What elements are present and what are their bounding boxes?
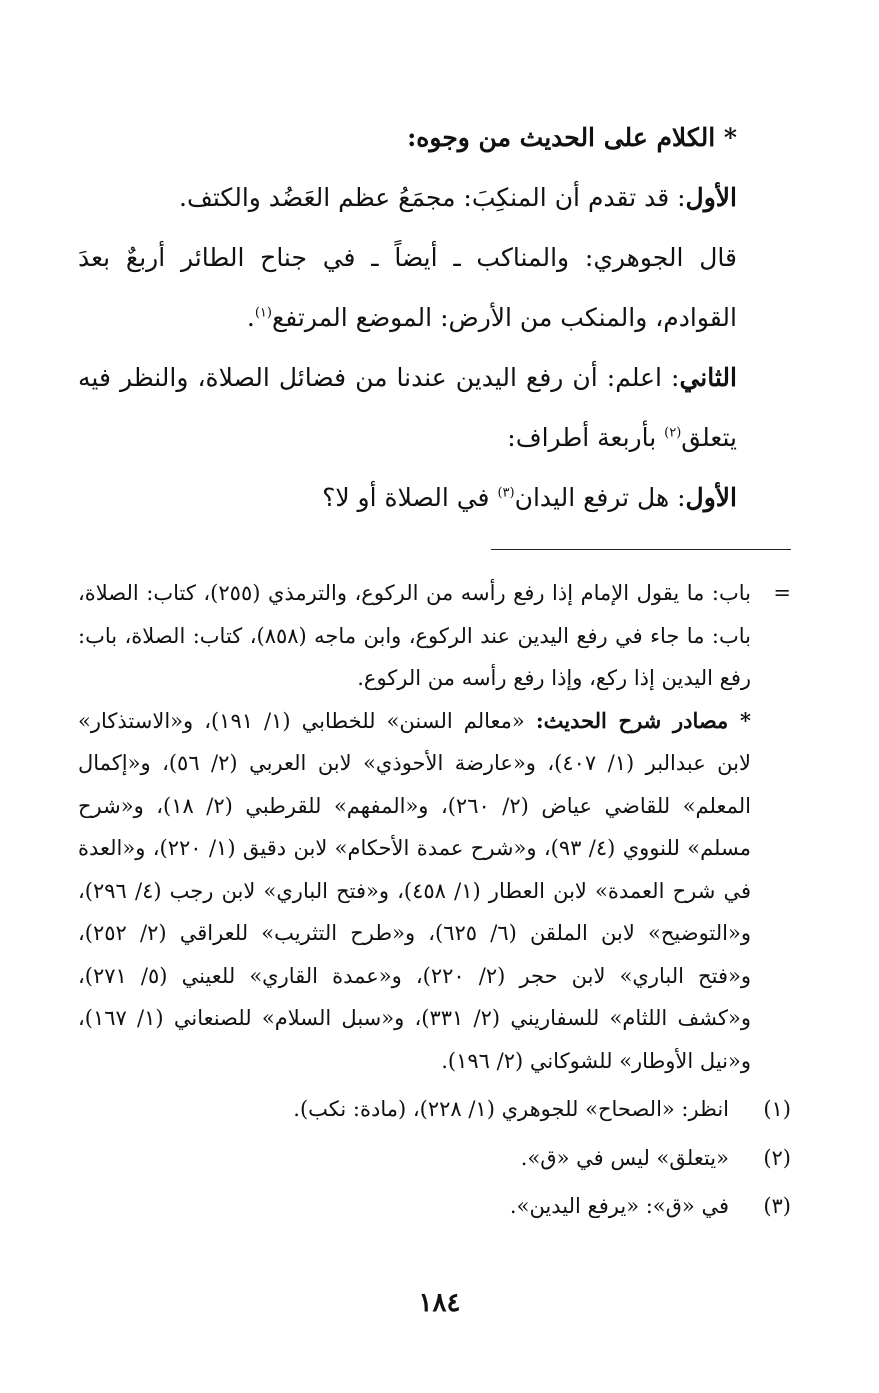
paragraph-first (78, 168, 791, 228)
sources-label: * مصادر شرح الحديث: (535, 707, 751, 733)
jawhari-text: قال الجوهري: والمناكب ـ أيضاً ـ في جناح الطائر أربعٌ بعدَ القوادم، والمنكب من الأرض: الموضع المرتفع (78, 243, 737, 332)
paragraph-second (78, 348, 791, 468)
question-text-b: في الصلاة أو لا؟ (322, 483, 498, 512)
first-text: : قد تقدم أن المنكِبَ: مجمَعُ عظم العَضُد والكتف. (179, 183, 686, 212)
footnote-number: (١) (763, 1097, 791, 1121)
continuation-mark: = (773, 581, 791, 605)
page-number: ١٨٤ (418, 1288, 461, 1318)
question-text-a: : هل ترفع اليدان (514, 483, 686, 512)
footnote-text: انظر: «الصحاح» للجوهري (١/ ٢٢٨)، (مادة: نكب). (293, 1097, 729, 1121)
footnote-divider (491, 549, 791, 550)
footnote-continuation (78, 572, 791, 700)
jawhari-end: . (246, 303, 255, 332)
footnote-ref-1[interactable]: (١) (254, 305, 272, 321)
second-label: الثاني (679, 363, 737, 392)
footnote-text: في «ق»: «يرفع اليدين». (509, 1194, 729, 1218)
paragraph-question (78, 468, 791, 528)
footnote-ref-2[interactable]: (٢) (664, 425, 682, 441)
first-label: الأول (685, 183, 737, 212)
footnote-item (78, 1185, 791, 1228)
footnote-ref-3[interactable]: (٣) (497, 485, 515, 501)
footnote-number: (٣) (763, 1194, 791, 1218)
footnote-item (78, 1137, 791, 1180)
paragraph-jawhari (78, 228, 791, 348)
question-label: الأول (685, 483, 737, 512)
sources-text: «معالم السنن» للخطابي (١/ ١٩١)، و«الاستذكار» لابن عبدالبر (١/ ٤٠٧)، و«عارضة الأحوذي» لابن العربي (٢/ ٥٦)، و«إكمال المعلم» للقاضي عياض (٢/ ٢٦٠)، و«المفهم» للقرطبي (٢/ ١٨)، و«شرح مسلم» للنووي (٤/ ٩٣)، و«شرح عمدة الأحكام» لابن دقيق (١/ ٢٢٠)، و«العدة في شرح العمدة» لابن العطار (١/ ٤٥٨)، و«فتح الباري» لابن رجب (٤/ ٢٩٦)، و«التوضيح» لابن الملقن (٦/ ٦٢٥)، و«طرح التثريب» للعراقي (٢/ ٢٥٢)، و«فتح الباري» لابن حجر (٢/ ٢٢٠)، و«عمدة القاري» للعيني (٥/ ٢٧١)، و«كشف اللثام» للسفاريني (٢/ ٣٣١)، و«سبل السلام» للصنعاني (١/ ١٦٧)، و«نيل الأوطار» للشوكاني (٢/ ١٩٦). (78, 708, 751, 1073)
footnote-number: (٢) (763, 1145, 791, 1170)
footnote-item (78, 1088, 791, 1131)
continuation-text: باب: ما يقول الإمام إذا رفع رأسه من الركوع، والترمذي (٢٥٥)، كتاب: الصلاة، باب: ما جاء في رفع اليدين عند الركوع، وابن ماجه (٨٥٨)، كتاب: الصلاة، باب: رفع اليدين إذا ركع، وإذا رفع رأسه من الركوع. (78, 581, 752, 690)
second-text-b: بأربعة أطراف: (507, 423, 665, 452)
main-text (78, 108, 791, 528)
section-heading: * الكلام على الحديث من وجوه: (407, 123, 737, 152)
footnote-text: «يتعلق» ليس في «ق». (520, 1145, 729, 1170)
footnotes (78, 572, 791, 1228)
second-text-a: : اعلم: أن رفع اليدين عندنا من فضائل الصلاة، والنظر فيه يتعلق (78, 363, 737, 452)
footnote-sources (78, 700, 791, 1083)
